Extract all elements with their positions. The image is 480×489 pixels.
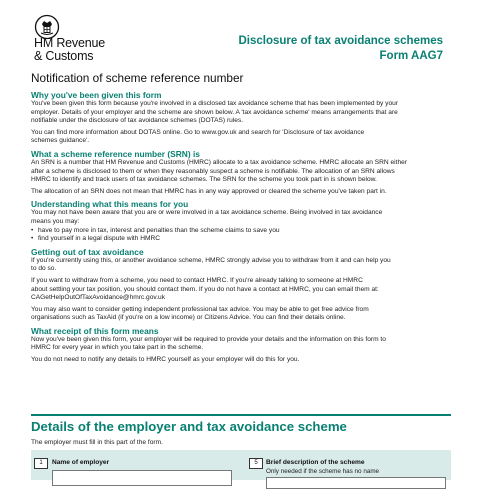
section-heading: Understanding what this means for you: [31, 199, 189, 210]
paragraph: You've been given this form because you're involved in a disclosed tax avoidance scheme that has been implemented by your employer. Details of your employer and the scheme are shown below. A 'tax avoidance scheme' means arrangements that are notifiable under the disclosure of tax avoidance schemes (DOTAS) rules.: [31, 100, 398, 125]
scheme-description-input[interactable]: [266, 477, 446, 489]
employer-name-input[interactable]: [52, 470, 232, 486]
form-number: Form AAG7: [379, 50, 443, 62]
logo-text-line1: HM Revenue: [34, 36, 105, 50]
details-instruction: The employer must fill in this part of the form.: [31, 439, 163, 446]
field-number-box: 5: [249, 458, 263, 469]
bullet-list: [31, 227, 451, 244]
paragraph: You may also want to consider getting independent professional tax advice. You may be able to get free advice from organisations such as TaxAid (if you're on a low income) or Citizens Advice. You can find their details online.: [31, 305, 369, 322]
employer-name-label: Name of employer: [52, 459, 110, 466]
paragraph: Now you've been given this form, your employer will be required to provide your details and the information on this form to HMRC for every year in which you take part in the scheme.: [31, 335, 386, 352]
scheme-description-hint: Only needed if the scheme has no name: [266, 468, 380, 475]
section-srn: [31, 149, 451, 196]
section-heading: Getting out of tax avoidance: [31, 246, 144, 257]
section-getting-out: [31, 247, 451, 323]
section-why-given: [31, 90, 451, 146]
logo-text-line2: & Customs: [34, 49, 94, 63]
paragraph: An SRN is a number that HM Revenue and Customs (HMRC) allocate to a tax avoidance scheme. HMRC allocate an SRN either after a scheme is disclosed to them or when they reasonably suspect a scheme is notifiable. The allocation of an SRN allows HMRC to identify and track users of tax avoidance schemes. The SRN for the scheme you took part in is shown below.: [31, 158, 408, 184]
document-title: Disclosure of tax avoidance schemes: [238, 35, 443, 47]
guidance-content: [31, 90, 451, 365]
section-heading: What receipt of this form means: [31, 325, 159, 336]
section-receipt: [31, 326, 451, 365]
email-link[interactable]: CAGetHelpOutOfTaxAvoidance@hmrc.gov.uk: [31, 294, 165, 302]
page-subtitle: Notification of scheme reference number: [31, 71, 244, 85]
list-item: • have to pay more in tax, interest and penalties than the scheme claims to save you: [31, 227, 451, 236]
section-understanding: [31, 199, 451, 243]
section-heading: Why you've been given this form: [31, 90, 162, 100]
paragraph: If you want to withdraw from a scheme, you need to contact HMRC. If you're already talking to someone at HMRC about settling your tax position, you should contact them. If you do not have a contact at HMRC, you can email them at: CAGetHelpOutOfTaxAvoidance@hmrc.gov.uk: [31, 276, 379, 302]
field-number-box: 1: [34, 458, 48, 469]
section-heading: What a scheme reference number (SRN) is: [31, 148, 200, 159]
section-divider: [31, 414, 451, 416]
paragraph: If you're currently using this, or another avoidance scheme, HMRC strongly advise you to withdraw from it and can help you to do so.: [31, 256, 391, 273]
list-item: • find yourself in a legal dispute with HMRC: [31, 235, 451, 244]
paragraph: You may not have been aware that you are or were involved in a tax avoidance scheme. Being involved in tax avoidance means you may:: [31, 209, 383, 225]
scheme-description-label: Brief description of the scheme: [266, 459, 365, 466]
details-heading: Details of the employer and tax avoidance scheme: [31, 419, 347, 434]
paragraph: You do not need to notify any details to HMRC yourself as your employer will do this for you.: [31, 356, 300, 364]
paragraph: The allocation of an SRN does not mean that HMRC has in any way approved or cleared the scheme you've taken part in.: [31, 187, 387, 195]
paragraph: You can find more information about DOTAS online. Go to www.gov.uk and search for 'Disclosure of tax avoidance schemes guidance'.: [31, 128, 365, 145]
